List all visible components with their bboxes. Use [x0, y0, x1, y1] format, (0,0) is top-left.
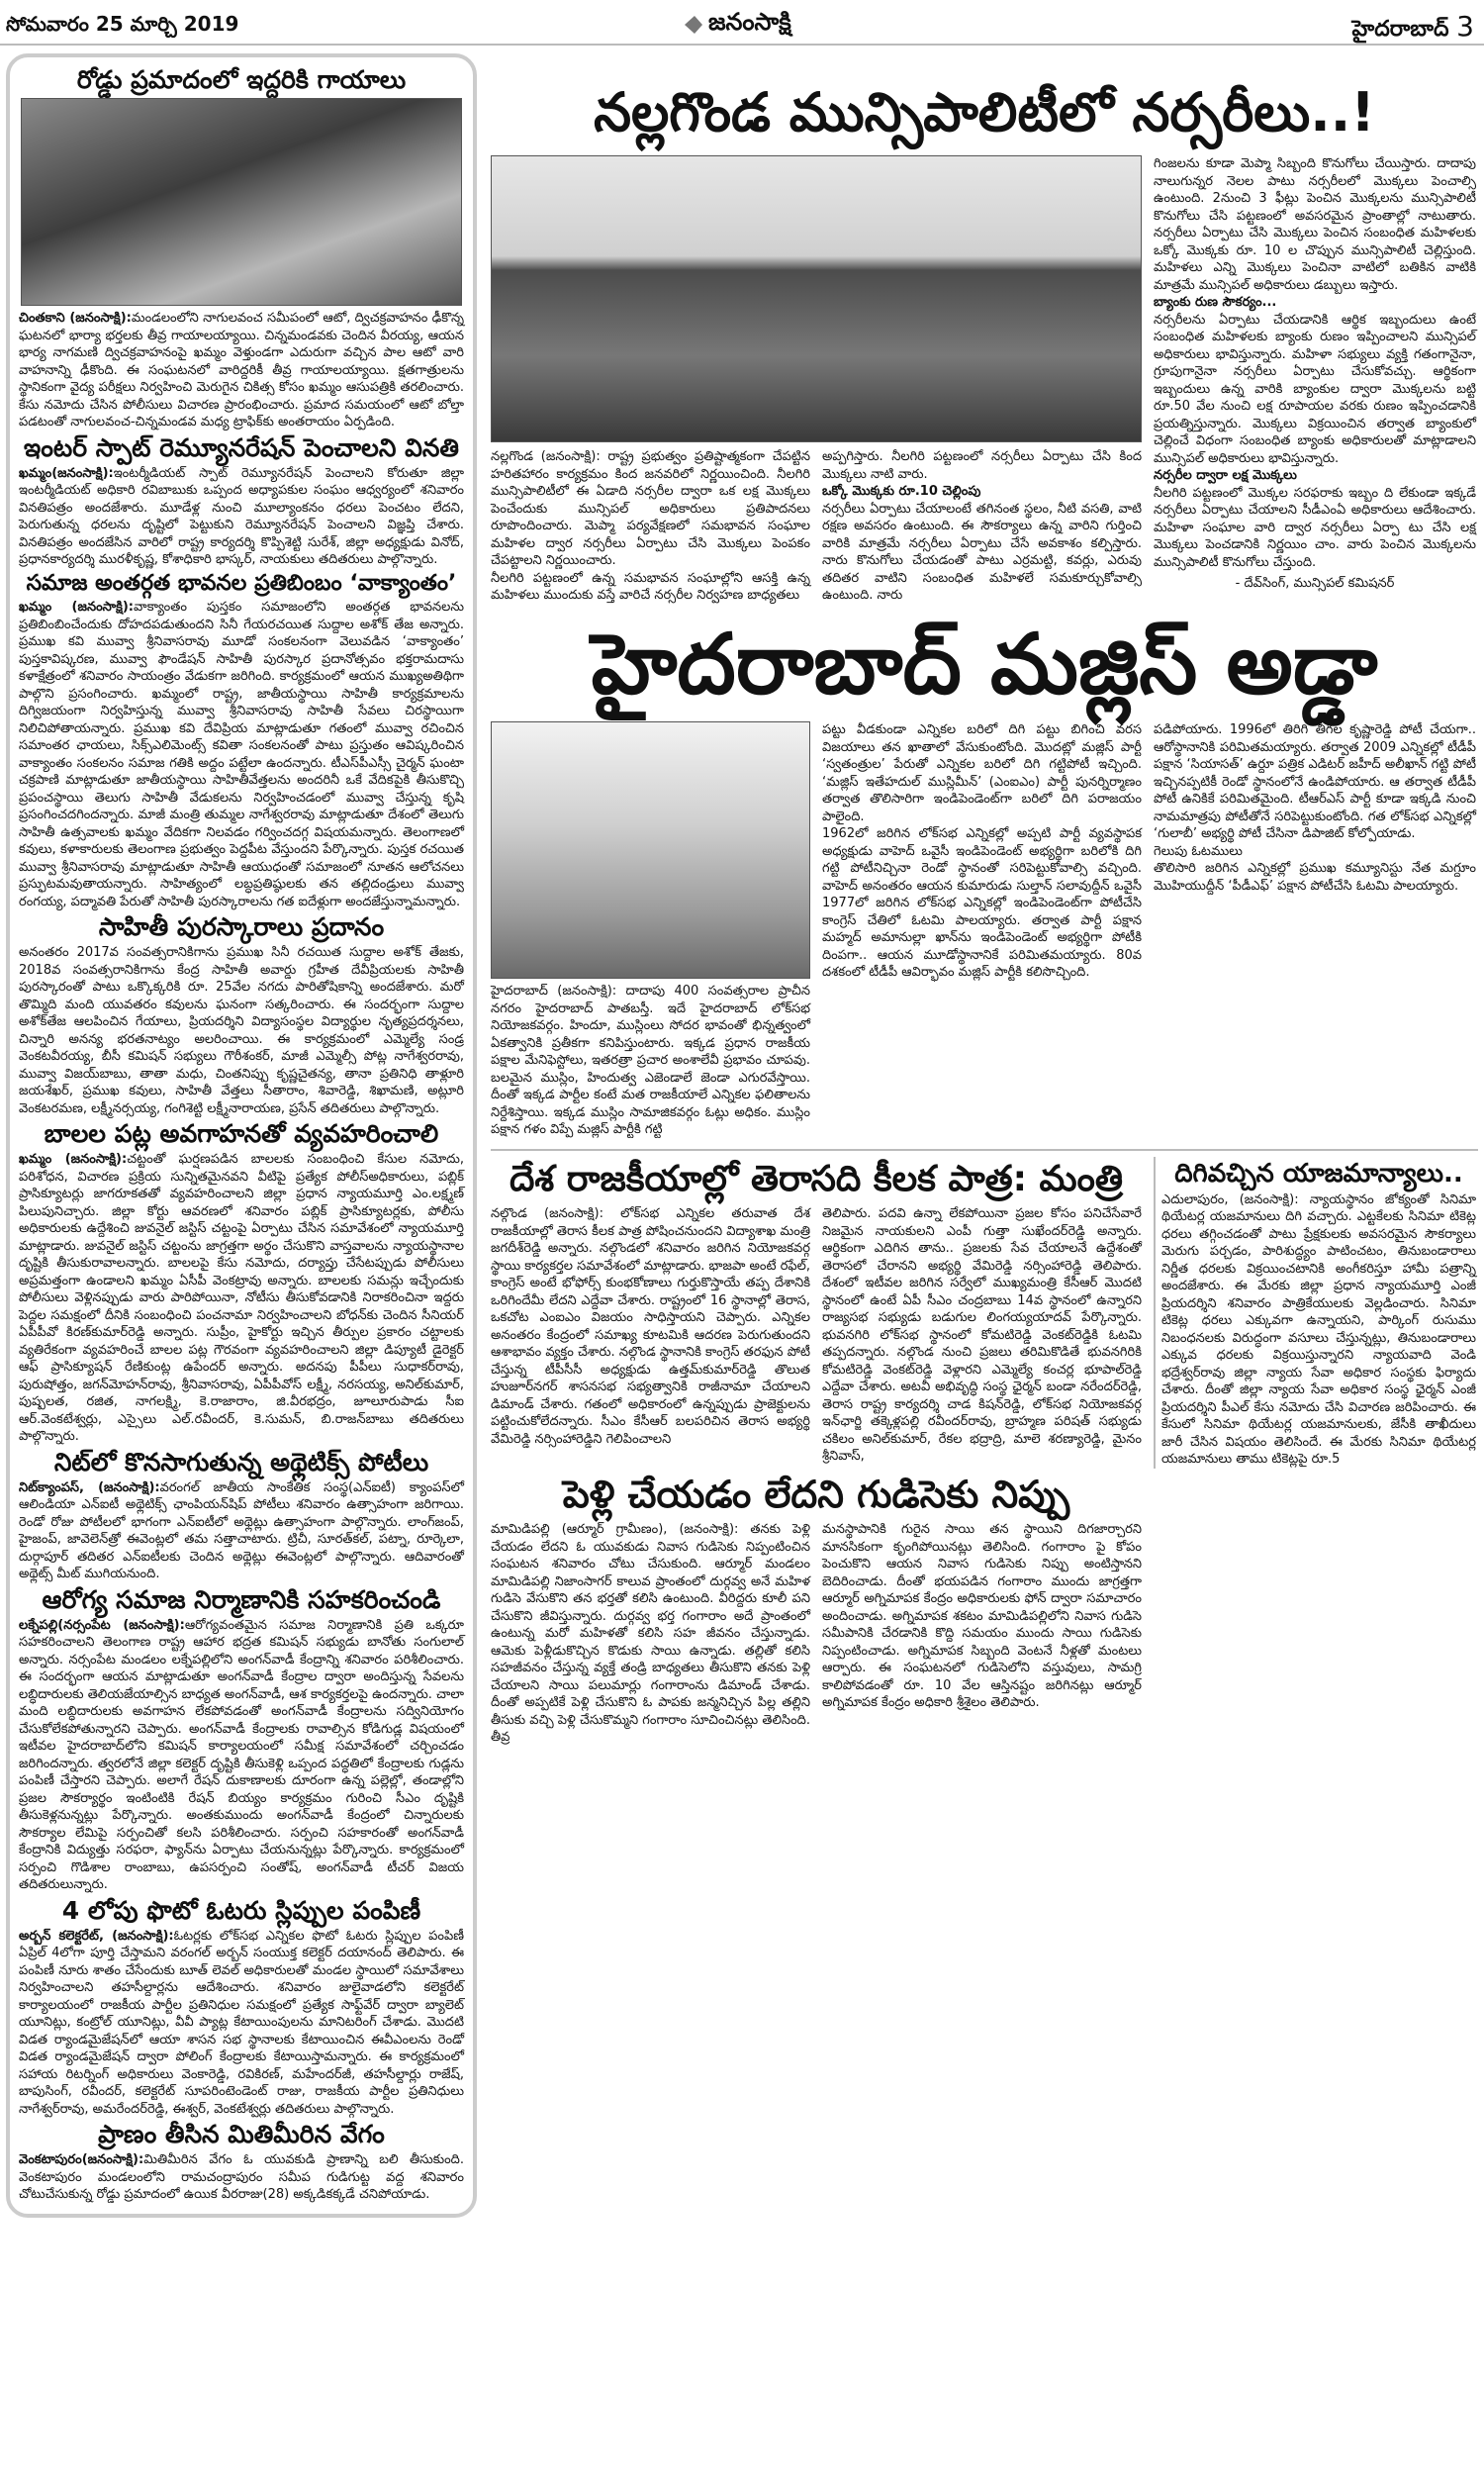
- bottom-stories: [491, 1157, 1478, 1747]
- article-body: అర్బన్ కలెక్టరేట్, (జనంసాక్షి):ఓటర్లకు లోక్‌సభ ఎన్నికల ఫొటో ఓటరు స్లిప్పుల పంపిణీ ఏప్రిల్ 4లోగా పూర్తి చేస్తామని వరంగల్ అర్బన్ సంయుక్త కలెక్టర్ దయానంద్ తెలిపారు. ఈ పంపిణీ నూరు శాతం చేసేందుకు బూత్ లెవల్ అధికారులతో మండల స్థాయిలో సమావేశాలు నిర్వహించాలని తహసీల్దార్లను ఆదేశించారు. శనివారం జులైవాడలోని కలెక్టరేట్ కార్యాలయంలో రాజకీయ పార్టీల ప్రతినిధుల సమక్షంలో ప్రత్యేక సాఫ్ట్‌వేర్ ద్వారా బ్యాలెట్ యూనిట్లు, కంట్రోల్ యూనిట్లు, వీవీ ప్యాట్ల కేటాయింపులను మానిటరింగ్ చేశాడు. మొదటి విడత ర్యాండమైజేషన్‌లో ఆయా శాసన సభ స్థానాలకు కేటాయించిన ఈవీఎంలను రెండో విడత ర్యాండమైజేషన్ ద్వారా పోలింగ్ కేంద్రాలకు కేటాయిస్తామన్నారు. ఈ కార్యక్రమంలో సహాయ రిటర్నింగ్ అధికారులు వెంకారెడ్డి, రవికిరణ్, మహేందర్‌జీ, తహసీల్దార్లు రాజేష్, బాపుసింగ్, రవీందర్, కలెక్టరేట్ సూపరింటెండెంట్ రాజు, రాజకీయ పార్టీల ప్రతినిధులు నాగేశ్వర్‌రావు, అమరేందర్‌రెడ్డి, ఈశ్వర్, వెంకటేశ్వర్లు తదితరులు పాల్గొన్నారు.: [19, 1928, 464, 2117]
- subheading: బ్యాంకు రుణ సౌకర్యం...: [1154, 295, 1277, 311]
- quote-attribution: - దేవ్‌సింగ్, మున్సిపల్ కమిషనర్: [1235, 576, 1395, 592]
- hut-fire-headline: పెళ్లి చేయడం లేదని గుడిసెకు నిప్పు: [562, 1472, 1070, 1516]
- page-header: [0, 0, 1484, 46]
- hut-column-2: మనస్థాపానికి గురైన సాయి తన స్థాయిని దిగజార్చారని మానసికంగా కృంగిపోయినట్లు తెలిసింది. గంగారాం పై కోపం పెంచుకొని ఆయన నివాస గుడిసెకు నిప్పు అంటిస్తానని బెదిరించాడు. దీంతో భయపడిన గంగారాం ముందు జాగ్రత్తగా ఆర్మూర్ అగ్నిమాపక కేంద్రం అధికారులకు ఫోన్ ద్వారా సమాచారం అందించాడు. అగ్నిమాపక శకటం మామిడిపల్లిలోని నివాస గుడిసె సమీపానికి చేరడానికి కొద్ది సమయం ముందు సాయి గుడిసెకు నిప్పంటించాడు. అగ్నిమాపక సిబ్బంది వెంటనే నీళ్లతో మంటలు ఆర్పారు. ఈ సంఘటనలో గుడిసెలోని వస్తువులు, సామగ్రి కాలిపోవడంతో రూ. 10 వేల ఆస్తినష్టం జరిగినట్లు ఆర్మూర్ అగ్నిమాపక కేంద్రం అధికారి శ్రీశైలం తెలిపారు.: [822, 1522, 1142, 1711]
- edition-label: [1352, 10, 1475, 47]
- hut-column-1: మామిడిపల్లి (ఆర్మూర్ గ్రామీణం), (జనంసాక్షి): తనకు పెళ్లి చేయడం లేదని ఓ యువకుడు నివాస గుడిసెకు నిప్పంటించిన సంఘటన శనివారం చోటు చేసుకుంది. ఆర్మూర్ మండలం మామిడిపల్లి నిజాంసాగర్ కాలువ ప్రాంతంలో దుర్గవ్వ అనే మహిళ గుడిసె వేసుకొని తన భర్తతో కలిసి ఉంటుంది. వీరిద్దరు కూలీ పని చేసుకొని జీవిస్తున్నారు. దుర్గవ్వ భర్త గంగారాం అదే ప్రాంతంలో ఉంటున్న మరో మహిళతో కలిసి సహ జీవనం చేస్తున్నాడు. ఆమెకు పెళ్లీడుకొచ్చిన కొడుకు సాయి ఉన్నాడు. తల్లితో కలిసి సహజీవనం చేస్తున్న వ్యక్తే తండ్రి బాధ్యతలు తీసుకొని తనకు పెళ్లి చేయాలని సాయి పలుమార్లు గంగారాంను డిమాండ్ చేశాడు. దీంతో అప్పటికే పెళ్లి చేసుకొని ఓ పాపకు జన్మనిచ్చిన పిల్ల తల్లిని తీసుకు వచ్చి పెళ్లి చేసుకొమ్మని గంగారాం సూచించినట్లు తెలిసింది. తీవ్ర: [491, 1522, 810, 1746]
- subheading: గెలుపు ఓటములు: [1154, 843, 1243, 859]
- nursery-column-3: గింజలను కూడా మెప్మా సిబ్బంది కొనుగోలు చేయిస్తారు. దాదాపు నాలుగున్నర నెలల పాటు నర్సరీలలో మొక్కలు పెంచాల్సి ఉంటుంది. 2నుంచి 3 ఫీట్లు పెంచిన మొక్కలను మున్సిపాలిటీ కొనుగోలు చేసి పట్టణంలో అవసరమైన ప్రాంతాల్లో నాటుతారు. నర్సరీలు ఏర్పాటు చేసి మొక్కలు పెంచిన సంబంధిత మహిళలకు ఒక్కో మొక్కకు రూ. 10 ల చొప్పున మున్సిపాలిటీ చెల్లిస్తుంది. మహిళలు ఎన్ని మొక్కలు పెంచినా వాటిలో బతికిన వాటికి మాత్రమే మున్సిపల్ అధికారులు డబ్బులు ఇస్తారు. బ్యాంకు రుణ సౌకర్యం... నర్సరీలను ఏర్పాటు చేయడానికి ఆర్థిక ఇబ్బందులు ఉంటే సంబంధిత మహిళలకు బ్యాంకు రుణం ఇప్పించాలని మున్సిపల్ అధికారులు భావిస్తున్నారు. మహిళా సభ్యులు వ్యక్తి గతంగానైనా, గ్రూపుగానైనా నర్సరీలు ఏర్పాటు చేసుకోవచ్చు. ఆర్థికంగా ఇబ్బందులు ఉన్న వారికి బ్యాంకుల ద్వారా మొక్కలను బట్టి రూ.50 వేల నుంచి లక్ష రూపాయల వరకు రుణం ఇప్పించడానికి ప్రయత్నిస్తున్నారు. మొక్కలు విక్రయించిన తర్వాత బ్యాంకులో చెల్లించే విధంగా సంబంధిత బ్యాంకు అధికారులతో మాట్లాడాలని మున్సిపల్ అధికారులు భావిస్తున్నారు. నర్సరీల ద్వారా లక్ష మొక్కలు నీలగిరి పట్టణంలో మొక్కల సరఫరాకు ఇబ్బం ది లేకుండా ఇక్కడే నర్సరీలు ఏర్పాటు చేయాలని సీడీఎంఏ అధికారులు ఆదేశించారు. మహిళా సంఘాల వారి ద్వార నర్సరీలు ఏర్పా టు చేసి లక్ష మొక్కలు పెంచడానికి నిర్ణయిం చాం. వారు పెంచిన మొక్కలను మున్సిపాలిటీ కొనుగోలు చేస్తుంది. - దేవ్‌సింగ్, మున్సిపల్ కమిషనర్: [1154, 156, 1476, 592]
- logo-text: జనంసాక్షి: [708, 8, 791, 36]
- article-headline: ఇంటర్ స్పాట్ రెమ్యూనరేషన్ పెంచాలని వినతి: [24, 432, 459, 462]
- article-headline: 4 లోపు ఫొటో ఓటరు స్లిప్పుల పంపిణీ: [61, 1895, 421, 1925]
- article-headline: బాలల పట్ల అవగాహనతో వ్యవహరించాలి: [44, 1119, 439, 1149]
- nursery-headline: నల్లగొండ మున్సిపాలిటీలో నర్సరీలు..!: [594, 81, 1375, 143]
- majlis-headline: హైదరాబాద్ మజ్లిస్ అడ్డా: [591, 615, 1378, 713]
- logo-mark-icon: [683, 14, 704, 36]
- article-headline: రోడ్డు ప్రమాదంలో ఇద్దరికి గాయాలు: [76, 65, 407, 94]
- article-headline: ఆరోగ్య సమాజ నిర్మాణానికి సహకరించండి: [42, 1584, 441, 1614]
- newspaper-logo: [683, 8, 791, 42]
- edition-city: హైదరాబాద్: [1351, 17, 1449, 42]
- nursery-story: [491, 155, 1478, 605]
- left-news-column: [6, 53, 477, 2218]
- issue-date: సోమవారం 25 మార్చి 2019: [6, 12, 239, 36]
- trs-column-2: తెలిపారు. పదవి ఉన్నా లేకపోయినా ప్రజల కోసం పనిచేసేవారే నిజమైన నాయకులని ఎంపీ గుత్తా సుఖేందర్‌రెడ్డి అన్నారు. ఆర్థికంగా ఎదిగిన తాను.. ప్రజలకు సేవ చేయాలనే ఉద్దేశంతో తెరాసలో చేరానని అభ్యర్థి వేమిరెడ్డి నర్సింహారెడ్డి తెలిపారు. దేశంలో ఇటీవల జరిగిన సర్వేలో ముఖ్యమంత్రి కేసీఆర్ మొదటి స్థానంలో ఉంటే ఏపీ సీఎం చంద్రబాబు 14వ స్థానంలో ఉన్నారని రాజ్యసభ సభ్యుడు బడుగుల లింగయ్యయాదవ్ పేర్కొన్నారు. భువనగిరి లోక్‌సభ స్థానంలో కోమటిరెడ్డి వెంకట్‌రెడ్డికి ఓటమి తప్పదన్నారు. నల్గొండ నుంచి ప్రజలు తరిమికొడితే భువనగిరికి కోమటిరెడ్డి వెంకట్‌రెడ్డి వెళ్లారని ఎమ్మెల్యే కంచర్ల భూపాల్‌రెడ్డి ఎద్దేవా చేశారు. అటవీ అభివృద్ధి సంస్థ ఛైర్మన్ బండా నరేందర్‌రెడ్డి, తెరాస రాష్ట్ర కార్యదర్శి చాడ కిషన్‌రెడ్డి, లోక్‌సభ నియోజకవర్గ ఇన్‌ఛార్జి తక్కెళ్లపల్లి రవీందర్‌రావు, బ్రాహ్మణ పరిషత్ సభ్యుడు చకిలం అనిల్‌కుమార్, రేకల భద్రాద్రి, మాలె శరణ్యారెడ్డి, మైనం శ్రీనివాస్,: [822, 1206, 1142, 1465]
- majlis-column-2: పట్టు వీడకుండా ఎన్నికల బరిలో దిగి పట్టు బిగించి వరస విజయాలు తన ఖాతాలో వేసుకుంటోంది. మొదట్లో మజ్లిస్ పార్టీ ‘స్వతంత్రుల’ పేరుతో ఎన్నికల బరిలో దిగి గట్టిపోటీ ఇచ్చింది. ‘మజ్లిస్ ఇతేహదుల్ ముస్లిమీన్’ (ఎంఐఎం) పార్టీ పునర్నిర్మాణం తర్వాత తొలిసారిగా ఇండిపెండెంట్‌గా బరిలో దిగి పరాజయం పాలైంది. 1962లో జరిగిన లోక్‌సభ ఎన్నికల్లో అప్పటి పార్టీ వ్యవస్థాపక అధ్యక్షుడు వాహెద్ ఒవైసీ ఇండిపెండెంట్ అభ్యర్థిగా బరిలోకి దిగి గట్టి పోటీనిచ్చినా రెండో స్థానంతో సరిపెట్టుకోవాల్సి వచ్చింది. వాహెద్ అనంతరం ఆయన కుమారుడు సుల్తాన్ సలావుద్దీన్ ఒవైసీ 1977లో జరిగిన లోక్‌సభ ఎన్నికల్లో ఇండిపెండెంట్‌గా పోటీచేసి కాంగ్రెస్ చేతిలో ఓటమి పాలయ్యారు. తర్వాత పార్టీ పక్షాన మహ్మద్ అమానుల్లా ఖాన్‌ను ఇండిపెండెంట్ అభ్యర్థిగా పోటీకి దింపగా.. ఆయన మూడోస్థానానికే పరిమితమయ్యారు. 80వ దశకంలో టీడీపీ ఆవిర్భావం మజ్లిస్ పార్టీకి కలిసొచ్చింది.: [822, 722, 1142, 981]
- nursery-column-2: అప్పగిస్తారు. నీలగిరి పట్టణంలో నర్సరీలు ఏర్పాటు చేసి కింద మొక్కలు నాటి వారు. ఒక్కో మొక్కకు రూ.10 చెల్లింపు నర్సరీలు ఏర్పాటు చేయాలంటే తగినంత స్థలం, నీటి వసతి, వాటి రక్షణ అవసరం ఉంటుంది. ఈ సౌకర్యాలు ఉన్న వారిని గుర్తించి వారికి మాత్రమే నర్సరీలు ఏర్పాటు చేసే అవకాశం కల్పిస్తారు. నారు కొనుగోలు చేయడంతో పాటు ఎర్రమట్టి, కవర్లు, ఎరువు తదితర వాటిని సంబంధిత మహిళలే సమకూర్చుకోవాల్సి ఉంటుంది. నారు: [822, 449, 1142, 604]
- article-body: ఖమ్మం (జనంసాక్షి):వాక్యాంతం పుస్తకం సమాజంలోని అంతర్గత భావనలను ప్రతిబింబించేందుకు దోహదపడుతుందని సినీ గేయరచయిత సుద్దాల అశోక్ తేజ అన్నారు. ప్రముఖ కవి మువ్వా శ్రీనివాసరావు మూడో సంకలనంగా వెలువడిన ‘వాక్యాంతం’ పుస్తకావిష్కరణ, మువ్వా ఫౌండేషన్ సాహితీ పురస్కార ప్రదానోత్సవం భక్తరామదాసు కళాక్షేత్రంలో శనివారం సాయంత్రం వేడుకగా జరిగింది. కార్యక్రమంలో ఆయన ముఖ్యఅతిథిగా పాల్గొని ప్రసంగించారు. ఖమ్మంలో రాష్ట్ర, జాతీయస్థాయి సాహితీ కార్యక్రమాలను దిగ్విజయంగా నిర్వహిస్తున్న మువ్వా శ్రీనివాసరావు సాహితీ సేవలు చిరస్థాయిగా నిలిచిపోతాయన్నారు. ప్రముఖ కవి దేవిప్రియ మాట్లాడుతూ గతంలో మువ్వా రచించిన సమాంతర ఛాయలు, సిక్స్‌ఎలిమెంట్స్ కవితా సంకలనంతో పాటు ప్రస్తుతం ఆవిష్కరించిన వాక్యాంతం సంకలనం సమాజ గతికి అద్దం పట్టేలా ఉందన్నారు. టీఎస్‌పీఎస్సీ చైర్మన్ ఘంటా చక్రపాణి మాట్లాడుతూ జాతీయస్థాయి సాహితీవేత్తలను అందరినీ ఒకే వేదికపైకి తీసుకొచ్చి ప్రపంచస్థాయి తెలుగు సాహితీ వేడుకలను నిర్వహించడంలో మువ్వా చేస్తున్న కృషి ప్రసంగించదగిందన్నారు. మాజీ మంత్రి తుమ్మల నాగేశ్వరరావు మాట్లాడుతూ దేశంలో తెలుగు సాహితీ ఉత్సవాలకు ఖమ్మం వేదికగా నిలవడం గర్వించదగ్గ విషయమన్నారు. తెలంగాణలో కవులు, కళాకారులకు తెలంగాణ ప్రభుత్వం పెద్దపీట వేస్తుందని పేర్కొన్నారు. పుస్తక రచయిత మువ్వా శ్రీనివాసరావు మాట్లాడుతూ సాహితీ ఆయుధంతో సమాజంలో నూతన ఆలోచనలు ప్రస్ఫుటమవుతాయన్నారు. సాహిత్యంలో లబ్ధప్రతిష్ఠులకు తన తల్లిదండ్రులు మువ్వా రంగయ్య, పద్మావతి పేరుతో సాహితీ పురస్కారాలను గత ఐదేళ్లుగా అందజేస్తున్నామన్నారు.: [19, 600, 465, 909]
- article-body: అనంతరం 2017వ సంవత్సరానికిగాను ప్రముఖ సినీ రచయిత సుద్దాల అశోక్ తేజకు, 2018వ సంవత్సరానికిగాను కేంద్ర సాహితీ అవార్డు గ్రహీత దేవీప్రియలకు సాహితీ పురస్కారంతో పాటు ఒక్కొక్కరికి రూ. 25వేల నగదు పారితోషికాన్ని అందజేశారు. మరో తొమ్మిది మంది యువతరం కవులను ఘనంగా సత్కరించారు. ఈ సందర్భంగా సుద్దాల అశోక్‌తేజ ఆలపించిన గేయాలు, ప్రియదర్శిని విద్యాసంస్థల విద్యార్థుల నృత్యప్రదర్శనలు, చిన్నారి అనన్య భరతనాట్యం అలరించాయి. ఈ కార్యక్రమంలో ఎమ్మెల్యే సండ్ర వెంకటవీరయ్య, బీసీ కమిషన్ సభ్యులు గౌరీశంకర్, మాజీ ఎమ్మెల్సీ పోట్ల నాగేశ్వరరావు, మువ్వా విజయ్‌బాబు, తాతా మధు, చింతనిప్పు కృష్ణచైతన్య, తానా ప్రతినిధి తాళ్లూరి జయశేఖర్, ప్రముఖ కవులు, సాహితీ వేత్తలు సీతారాం, శివారెడ్డి, శిఖామణి, అట్లూరి వెంకటరమణ, లక్ష్మీనర్సయ్య, గంగిశెట్టి లక్ష్మీనారాయణ, ప్రసేన్ తదితరులు పాల్గొన్నారు.: [19, 945, 464, 1116]
- majlis-column-3: పడిపోయారు. 1996లో తిరిగి తీగల కృష్ణారెడ్డి పోటీ చేయగా.. ఆరోస్థానానికి పరిమితమయ్యారు. తర్వాత 2009 ఎన్నికల్లో టీడీపీ పక్షాన ‘సియాసత్’ ఉర్దూ పత్రిక ఎడిటర్ జహీద్ అలీఖాన్ గట్టి పోటీ ఇచ్చినప్పటికీ రెండో స్థానంలోనే ఉండిపోయారు. ఆ తర్వాత టీడీపీ పోటీ ఉనికికే పరిమితమైంది. టీఆర్ఎస్ పార్టీ కూడా ఇక్కడి నుంచి నామమాత్రపు పోటీతోనే సరిపెట్టుకుంటోంది. గత లోక్‌సభ ఎన్నికల్లో ‘గులాబీ’ అభ్యర్థి పోటీ చేసినా డిపాజిట్ కోల్పోయాడు. గెలుపు ఓటములు తొలిసారి జరిగిన ఎన్నికల్లో ప్రముఖ కమ్యూనిస్టు నేత మగ్దూం మొహియుద్దీన్ ‘పీడీఎఫ్’ పక్షాన పోటీచేసి ఓటమి పాలయ్యారు.: [1154, 722, 1476, 894]
- accident-photo: [21, 98, 462, 306]
- subheading: ఒక్కో మొక్కకు రూ.10 చెల్లింపు: [822, 484, 981, 500]
- majlis-story: [491, 721, 1478, 1139]
- charminar-photo: [491, 721, 810, 979]
- article-body: వెంకటాపురం(జనంసాక్షి):మితిమీరిన వేగం ఓ యువకుడి ప్రాణాన్ని బలి తీసుకుంది. వెంకటాపురం మండలంలోని రామచంద్రాపురం సమీప గుడిగుట్ట వద్ద శనివారం చోటుచేసుకున్న రోడ్డు ప్రమాదంలో ఉయిక వీరరాజు(28) అక్కడికక్కడే చనిపోయాడు.: [19, 2152, 464, 2203]
- subheading: నర్సరీల ద్వారా లక్ష మొక్కలు: [1154, 468, 1297, 484]
- article-headline: సాహితీ పురస్కారాలు ప్రదానం: [98, 912, 385, 942]
- article-body: ఖమ్మం (జనంసాక్షి):చట్టంతో ఘర్షణపడిన బాలలకు సంబంధించి కేసుల నమోదు, పరిశోధన, విచారణ ప్రక్రియ సున్నితమైనవని వీటిపై ప్రత్యేక పోలీస్‌అధికారులు, పబ్లిక్ ప్రాసిక్యూటర్లు జాగరూకతతో వ్యవహరించాలని జిల్లా ప్రధాన న్యాయమూర్తి ఎం.లక్ష్మణ్ పిలుపునిచ్చారు. జిల్లా కోర్టు ఆవరణలో శనివారం పబ్లిక్ ప్రాసిక్యూటర్లకు, పోలీసు అధికారులకు ఉద్దేశించి జువనైల్ జస్టిస్ చట్టంపై ఏర్పాటు చేసిన సమావేశంలో న్యాయమూర్తి మాట్లాడారు. జువనైల్ జస్టిస్ చట్టంను జాగ్రత్తగా అర్థం చేసుకొని వాస్తవాలను న్యాయస్థానాల దృష్టికి తీసుకురావాలన్నారు. బాలలపై కేసు నమోదు, దర్యాప్తు చేసేటప్పుడు పోలీసులు అప్రమత్తంగా ఉండాలని ఖమ్మం ఏసీపీ వెంకట్రావు అన్నారు. బాలలకు సమన్లు ఇచ్చేందుకు పోలీసులు వెళ్లినప్పుడు వారు పారిపోయినా, నోటీసు తీసుకోవడానికి నిరాకరించినా ఇద్దరు పెద్దల సమక్షంలో దీనికి సంబంధించి పంచనామా నిర్వహించాలని బోధన్‌కు చెందిన సీనియర్ ఏపీపీవో కిరణ్‌కుమార్‌రెడ్డి అన్నారు. సుప్రీం, హైకోర్టు ఇచ్చిన తీర్పుల ప్రకారం చట్టాలకు వ్యతిరేకంగా వ్యవహరించే బాలల పట్ల గౌరవంగా వ్యవహరించాలని జిల్లా డిప్యూటీ డైరెక్టర్ ఆఫ్ ప్రాసిక్యూషన్ రేణికుంట్ల ఉపేందర్ అన్నారు. అదనపు పీపీలు సుధాకర్‌రావు, పురుషోత్తం, జగన్‌మోహన్‌రావు, శ్రీనివాసరావు, ఏపీపీవోస్ లక్ష్మీ, నరసయ్య, అనిల్‌కుమార్, పుష్పలత, రజిత, నాగలక్ష్మి, కె.రాజారాం, జి.వీరభద్రం, జూలూరుపాడు సీఐ ఆర్.వెంకటేశ్వర్లు, ఎస్సైలు ఎల్.రవీందర్, కె.సుమన్, బి.రాజన్‌బాబు తదితరులు పాల్గొన్నారు.: [19, 1152, 464, 1445]
- trs-column-1: నల్గొండ (జనంసాక్షి): లోక్‌సభ ఎన్నికల తరువాత దేశ రాజకీయాల్లో తెరాస కీలక పాత్ర పోషించనుందని విద్యాశాఖ మంత్రి జగదీశ్‌రెడ్డి అన్నారు. నల్గొండలో శనివారం జరిగిన నియోజకవర్గ స్థాయి కార్యకర్తల సమావేశంలో మాట్లాడారు. భాజపా అంటే రఫేల్, కాంగ్రెస్ అంటే భోఫోర్స్ కుంభకోణాలు గుర్తుకొస్తాయే తప్ప దేశానికి ఒరిగిందేమీ లేదని ఎద్దేవా చేశారు. రాష్ట్రంలో 16 స్థానాల్లో తెరాస, ఒకచోట ఎంఐఎం విజయం సాధిస్తాయని చెప్పారు. ఎన్నికల అనంతరం కేంద్రంలో సమాఖ్య కూటమికి ఆదరణ పెరుగుతుందని ఆశాభావం వ్యక్తం చేశారు. నల్గొండ స్థానానికి కాంగ్రెస్ తరఫున పోటీ చేస్తున్న టీపీసీసీ అధ్యక్షుడు ఉత్తమ్‌కుమార్‌రెడ్డి తొలుత హుజూర్‌నగర్ శాసనసభ సభ్యత్వానికి రాజీనామా చేయాలని డిమాండ్ చేశారు. గతంలో అధికారంలో ఉన్నప్పుడు ప్రాజెక్టులను పట్టించుకోలేదన్నారు. సీఎం కేసీఆర్ బలపరిచిన తెరాస అభ్యర్థి వేమిరెడ్డి నర్సింహారెడ్డిని గెలిపించాలని: [491, 1206, 810, 1447]
- majlis-column-1: హైదరాబాద్ (జనంసాక్షి): దాదాపు 400 సంవత్సరాల ప్రాచీన నగరం హైదరాబాద్ పాతబస్తీ. ఇదే హైదరాబాద్ లోక్‌సభ నియోజకవర్గం. హిందూ, ముస్లింలు సోదర భావంతో భిన్నత్వంలో ఏకత్వానికి ప్రతీకగా కనిపిస్తుంటారు. ఇక్కడ ప్రధాన రాజకీయ పక్షాల మేనిఫెస్టోలు, ఇతరత్రా ప్రచార అంశాలేవీ ప్రభావం చూపవు. బలమైన ముస్లిం, హిందుత్వ ఎజెండాలే జెండా ఎగురవేస్తాయి. దీంతో ఇక్కడ పార్టీల కంటే మత రాజకీయాలే ఎన్నికల ఫలితాలను నిర్దేశిస్తాయి. ఇక్కడ ముస్లిం సామాజికవర్గం ఓట్లు అధికం. ముస్లిం పక్షాన గళం విప్పే మజ్లిస్ పార్టీకి గట్టి: [491, 984, 810, 1138]
- article-body: చింతకాని (జనంసాక్షి):మండలంలోని నాగులవంచ సమీపంలో ఆటో, ద్విచక్రవాహనం ఢీకొన్న ఘటనలో భార్యా భర్తలకు తీవ్ర గాయాలయ్యాయి. చిన్నమండవకు చెందిన వీరయ్య, ఆయన భార్య నాగమణి ద్విచక్రవాహనంపై ఖమ్మం వెళ్తుండగా ఎదురుగా వచ్చిన పాల ఆటో వారి వాహనాన్ని ఢీకొంది. ఈ సంఘటనలో వారిద్దరికీ తీవ్ర గాయాలయ్యాయి. క్షతగాత్రులను స్థానికంగా వైద్య పరీక్షలు నిర్వహించి మెరుగైన చికిత్స కోసం ఖమ్మం ఆసుపత్రికి తరలించారు. కేసు నమోదు చేసిన పోలీసులు విచారణ ప్రారంభించారు. ప్రమాద సమయంలో ఆటో బోల్తా పడటంతో నాగులవంచ-చిన్నమండవ మధ్య ట్రాఫిక్‌కు అంతరాయం ఏర్పడింది.: [19, 311, 464, 429]
- divider: [491, 1149, 1478, 1151]
- page-number: 3: [1456, 10, 1474, 43]
- page-body: [0, 46, 1484, 2218]
- nursery-column-1: నల్లగొండ (జనంసాక్షి): రాష్ట్ర ప్రభుత్వం ప్రతిష్టాత్మకంగా చేపట్టిన హరితహారం కార్యక్రమం కింద జనవరిలో నిర్ణయించింది. నీలగిరి మున్సిపాలిటీలో ఈ ఏడాది నర్సరీల ద్వారా ఒక లక్ష మొక్కలు పెంచేందుకు మున్సిపల్ అధికారులు ప్రతిపాదనలు రూపొందించారు. మెప్మా పర్యవేక్షణలో సమభావన సంఘాల మహిళల ద్వార నర్సరీలు ఏర్పాటు చేసి మొక్కలు పెంపకం చేపట్టాలని నిర్ణయించారు. నీలగిరి పట్టణంలో ఉన్న సమభావన సంఘాల్లోని ఆసక్తి ఉన్న మహిళలు ముందుకు వస్తే వారిచే నర్సరీల నిర్వహణ బాధ్యతలు: [491, 449, 810, 604]
- article-body: ఖమ్మం(జనంసాక్షి):ఇంటర్మీడియట్ స్పాట్ రెమ్యూనరేషన్ పెంచాలని కోరుతూ జిల్లా ఇంటర్మీడియట్ అధికారి రవిబాబుకు ఒప్పంద అధ్యాపకుల సంఘం ఆధ్వర్యంలో శనివారం వినతిపత్రం అందజేశారు. మూడేళ్ల నుంచి మూల్యాంకనం ధరలు పెంచటం లేదని, పెరుగుతున్న ధరలను దృష్టిలో పెట్టుకుని రెమ్యూనరేషన్ పెంచాలని విజ్ఞప్తి చేశారు. వినతిపత్రం అందజేసిన వారిలో రాష్ట్ర కార్యదర్శి కొప్పిశెట్టి సురేశ్, జిల్లా అధ్యక్షుడు వినోద్, ప్రధానకార్యదర్శి మురళీకృష్ణ, కోశాధికారి భాస్కర్, నాయకులు తదితరులు పాల్గొన్నారు.: [19, 465, 464, 567]
- article-body: నిట్‌క్యాంపస్, (జనంసాక్షి):వరంగల్ జాతీయ సాంకేతిక సంస్థ(ఎన్ఐటీ) క్యాంపస్‌లో ఆలిండియా ఎన్ఐటీ అథ్లెటిక్స్ ఛాంపియన్‌షిప్ పోటీలు శనివారం ఉత్సాహంగా జరిగాయి. రెండో రోజు పోటీలలో భాగంగా ఎన్ఐటీలో అథ్లెట్లు ఉత్సాహంగా పాల్గొన్నారు. లాంగ్‌జంప్, హైజంప్, జావెలెన్‌త్రో ఈవెంట్లలో తమ సత్తాచాటారు. ట్రిచీ, సూరత్‌కల్, పట్నా, రూర్కెలా, దుర్గాపూర్ తదితర ఎన్ఐటీలకు చెందిన అథ్లెట్లు ఈవెంట్లలో పాల్గొన్నారు. ఆదివారంతో అథ్లెట్స్ మీట్ ముగియనుంది.: [19, 1479, 464, 1582]
- article-headline: నిట్‌లో కొనసాగుతున్న అథ్లెటిక్స్ పోటీలు: [53, 1447, 429, 1476]
- article-headline: సమాజ అంతర్గత భావనల ప్రతిబింబం ‘వాక్యాంతం’: [26, 570, 457, 596]
- nursery-photo: [491, 155, 1142, 442]
- article-body: లక్నేపల్లి(నర్సంపేట (జనంసాక్షి):ఆరోగ్యవంతమైన సమాజ నిర్మాణానికి ప్రతి ఒక్కరూ సహకరించాలని తెలంగాణ రాష్ట్ర ఆహార భద్రత కమిషన్ సభ్యుడు బానోతు సంగులాల్ అన్నారు. నర్సంపేట మండలం లక్నేపల్లిలోని అంగన్‌వాడీ కేంద్రాన్ని శనివారం పరిశీలించారు. ఈ సందర్భంగా ఆయన మాట్లాడుతూ అంగన్‌వాడీ కేంద్రాల ద్వారా అందిస్తున్న సేవలను లబ్ధిదారులకు తెలియజేయాల్సిన బాధ్యత అంగన్‌వాడీ, ఆశ కార్యకర్తలపై ఉందన్నారు. చాలా మంది లబ్ధిదారులకు అవగాహన లేకపోవడంతో అంగన్‌వాడీ కేంద్రాలను సద్వినియోగం చేసుకోలేకపోతున్నారని చెప్పారు. అంగన్‌వాడీ కేంద్రాలకు రావాల్సిన కోడిగుడ్ల విషయంలో ఇటీవల హైదరాబాద్‌లోని కమిషన్ కార్యాలయంలో సమీక్ష సమావేశంలో చర్చించడం జరిగిందన్నారు. త్వరలోనే జిల్లా కలెక్టర్ దృష్టికి తీసుకెళ్లి ఒప్పంద పద్ధతిలో కేంద్రాలకు గుడ్లను పంపిణీ చేస్తారని చెప్పారు. అలాగే రేషన్ దుకాణాలకు దూరంగా ఉన్న పల్లెల్లో, తండాల్లోని ప్రజల సౌకర్యార్థం ఇంటింటికి రేషన్ బియ్యం కార్యక్రమం గురించి సీఎం దృష్టికి తీసుకెళ్లనున్నట్లు పేర్కొన్నారు. అంతకుముందు అంగన్‌వాడీ కేంద్రంలో చిన్నారులకు సౌకర్యాల లేమిపై సర్పంచితో కలసి పరిశీలించారు. సర్పంచి సహకారంతో అంగన్‌వాడీ కేంద్రానికి విద్యుత్తు సరఫరా, ఫ్యాన్‌ను ఏర్పాటు చేయనున్నట్లు పేర్కొన్నారు. కార్యక్రమంలో సర్పంచి గొడిశాల రాంబాబు, ఉపసర్పంచి సంతోష్, అంగన్‌వాడీ టీచర్ విజయ తదితరులున్నారు.: [19, 1617, 464, 1893]
- main-news-area: [491, 53, 1478, 1747]
- article-headline: ప్రాణం తీసిన మితిమీరిన వేగం: [98, 2120, 385, 2149]
- theatre-headline: దిగివచ్చిన యాజమాన్యాలు..: [1174, 1158, 1463, 1189]
- trs-headline: దేశ రాజకీయాల్లో తెరాసది కీలక పాత్ర: మంత్రి: [509, 1158, 1124, 1199]
- theatre-body: ఎదులాపురం, (జనంసాక్షి): న్యాయస్థానం జోక్యంతో సినిమా థియేటర్ల యజమానులు దిగి వచ్చారు. ఎట్టకేలకు సినిమా టికెట్ల ధరలు తగ్గించడంతో పాటు ప్రేక్షకులకు అవసరమైన సౌకర్యాలు మెరుగు పర్చడం, పారిశుద్ధ్యం పాటించటం, తినుబండారాలు నిర్ణీత ధరలకు విక్రయించటానికి అంగీకరిస్తూ హామీ పత్రాన్ని అందజేశారు. ఈ మేరకు జిల్లా ప్రధాన న్యాయమూర్తి ఎంజీ ప్రియదర్శిని శనివారం పాత్రికేయులకు వెల్లడించారు. సినిమా టికెట్ల ధరలు ఎక్కువగా ఉన్నాయని, పార్కింగ్ రుసుము నిబంధనలకు విరుద్ధంగా వసూలు చేస్తున్నట్లు, తినుబండారాలు ఎక్కువ ధరలకు విక్రయిస్తున్నారని న్యాయవాది వెండి భద్రేశ్వర్‌రావు జిల్లా న్యాయ సేవా అధికార సంస్థకు ఫిర్యాదు చేశారు. దీంతో జిల్లా న్యాయ సేవా అధికార సంస్థ ఛైర్మన్ ఎంజీ ప్రియదర్శిని పీఎల్ కేసు నమోదు చేసి విచారణ జరిపించారు. ఈ కేసులో సినిమా థియేటర్ల యజమానులకు, జేసీకి తాఖీదులు జారీ చేసిన విషయం తెలిసిందే. ఈ మేరకు సినిమా థియేటర్ల యజమానులు తాము టికెట్లపై రూ.5: [1161, 1191, 1476, 1468]
